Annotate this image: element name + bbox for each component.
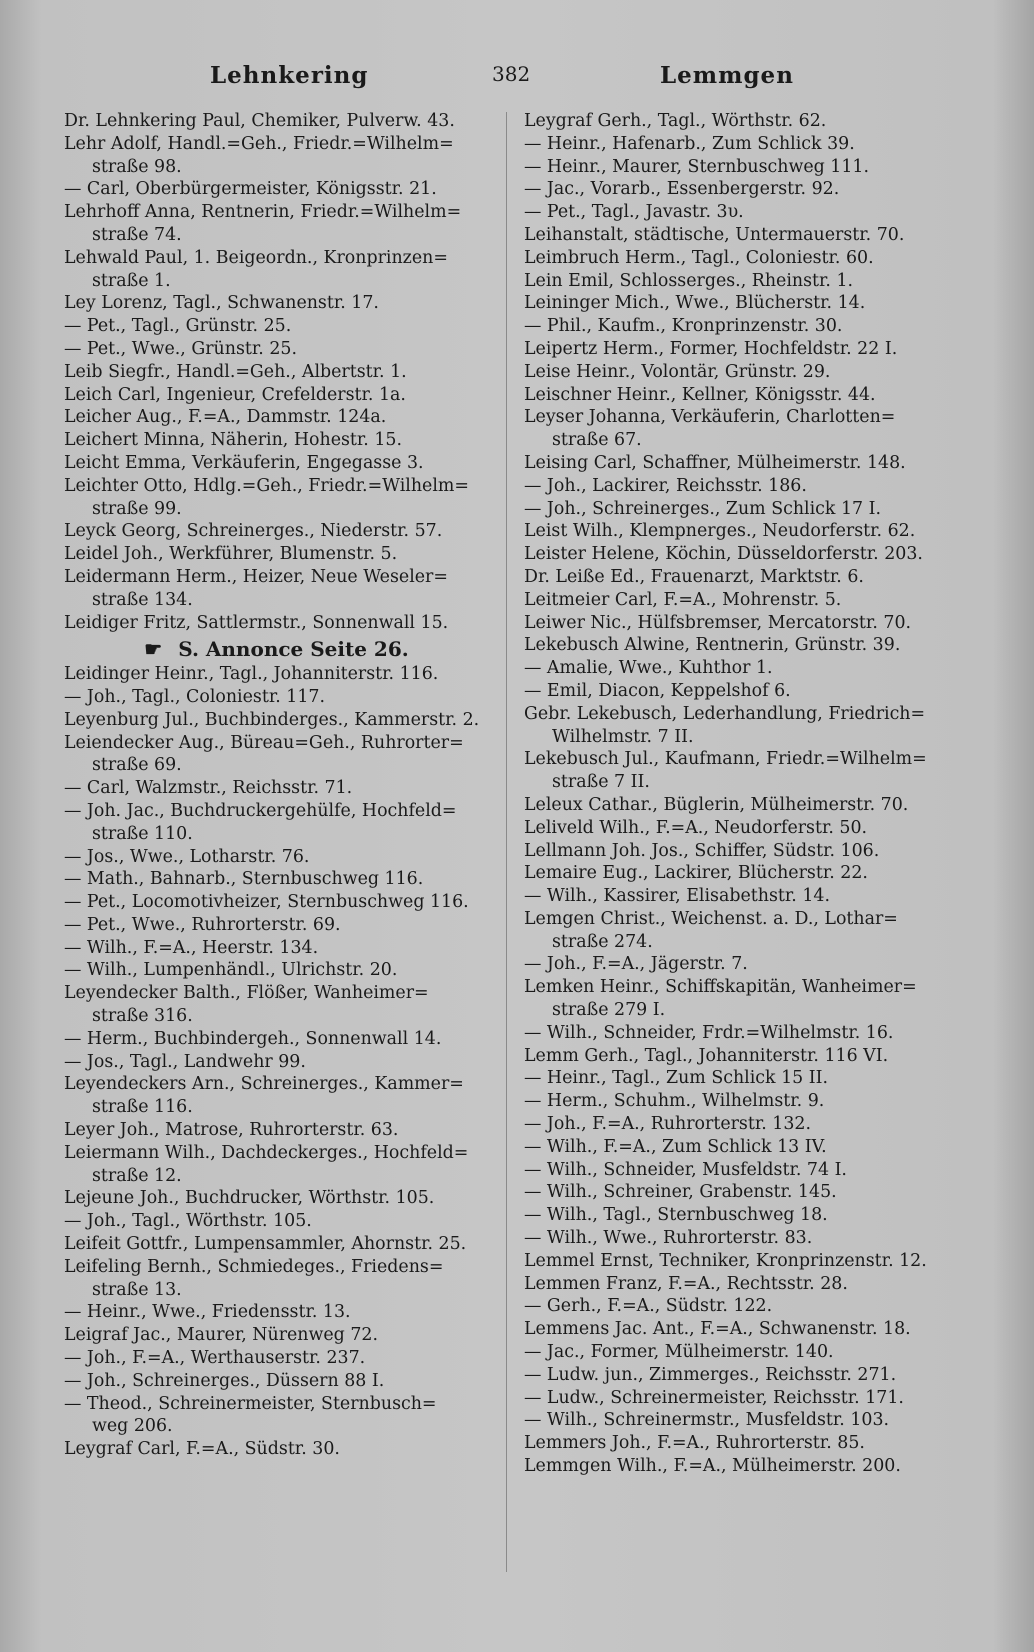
entry-text: — Wilh., Tagl., Sternbuschweg 18. xyxy=(524,1205,828,1226)
entry-text: Leliveld Wilh., F.=A., Neudorferstr. 50. xyxy=(524,817,868,838)
directory-entry xyxy=(524,1022,960,1045)
entry-text: Leiwer Nic., Hülfsbremser, Mercatorstr. 70. xyxy=(524,612,912,633)
directory-entry xyxy=(64,777,489,800)
directory-entry xyxy=(524,840,960,863)
entry-text: — Wilh., Schreiner, Grabenstr. 145. xyxy=(524,1182,837,1203)
entry-text: Lekebusch Alwine, Rentnerin, Grünstr. 39. xyxy=(524,635,901,656)
directory-entry xyxy=(524,680,960,703)
entry-continuation: straße 67. xyxy=(552,430,642,451)
entry-text: Leichter Otto, Hdlg.=Geh., Friedr.=Wilhelm= xyxy=(64,475,469,496)
entry-text: — Wilh., Schreinermstr., Musfeldstr. 103. xyxy=(524,1410,890,1431)
entry-text: Leyer Joh., Matrose, Ruhrorterstr. 63. xyxy=(64,1120,399,1141)
directory-entry xyxy=(524,1387,960,1410)
entry-continuation: straße 279 I. xyxy=(552,1000,666,1021)
directory-entry xyxy=(524,657,960,680)
entry-text: — Pet., Tagl., Javastr. 3υ. xyxy=(524,202,744,223)
directory-entry xyxy=(64,429,489,452)
entry-text: Leifeit Gottfr., Lumpensammler, Ahornstr. 25. xyxy=(64,1234,467,1255)
entry-text: — Wilh., Schneider, Frdr.=Wilhelmstr. 16. xyxy=(524,1022,894,1043)
entry-continuation: straße 134. xyxy=(92,589,193,610)
directory-entry xyxy=(64,1301,489,1324)
left-column xyxy=(64,110,489,1461)
page-number: 382 xyxy=(492,62,531,86)
directory-entry xyxy=(524,520,960,543)
entry-text: Leifeling Bernh., Schmiedeges., Friedens= xyxy=(64,1256,444,1277)
annonce-text: S. Annonce Seite 26. xyxy=(178,637,409,662)
entry-text: — Joh. Jac., Buchdruckergehülfe, Hochfeld= xyxy=(64,800,457,821)
entry-continuation: straße 116. xyxy=(92,1097,193,1118)
entry-text: — Wilh., F.=A., Heerstr. 134. xyxy=(64,937,319,958)
entry-text: Leimbruch Herm., Tagl., Coloniestr. 60. xyxy=(524,247,874,268)
directory-entry xyxy=(524,1250,960,1273)
entry-text: Leischner Heinr., Kellner, Königsstr. 44. xyxy=(524,384,876,405)
directory-entry xyxy=(524,156,960,179)
entry-text: — Math., Bahnarb., Sternbuschweg 116. xyxy=(64,869,424,890)
entry-continuation: Wilhelmstr. 7 II. xyxy=(552,726,694,747)
directory-entry xyxy=(64,292,489,315)
directory-entry xyxy=(524,1181,960,1204)
entry-text: Lehrhoff Anna, Rentnerin, Friedr.=Wilhelm= xyxy=(64,202,462,223)
entry-text: — Joh., Schreinerges., Düssern 88 I. xyxy=(64,1370,385,1391)
directory-entry xyxy=(524,133,960,156)
directory-entry xyxy=(524,703,960,749)
directory-entry xyxy=(524,794,960,817)
directory-entry xyxy=(64,1324,489,1347)
directory-entry xyxy=(524,1159,960,1182)
directory-entry xyxy=(524,885,960,908)
entry-text: — Jac., Vorarb., Essenbergerstr. 92. xyxy=(524,179,840,200)
entry-continuation: straße 316. xyxy=(92,1006,193,1027)
entry-text: Lemmel Ernst, Techniker, Kronprinzenstr. 12. xyxy=(524,1250,927,1271)
directory-entry xyxy=(64,406,489,429)
directory-entry xyxy=(64,475,489,521)
entry-text: — Joh., F.=A., Ruhrorterstr. 132. xyxy=(524,1114,812,1135)
entry-continuation: straße 274. xyxy=(552,931,653,952)
entry-text: Dr. Lehnkering Paul, Chemiker, Pulverw. 43. xyxy=(64,111,455,131)
directory-entry xyxy=(64,201,489,247)
entry-continuation: straße 69. xyxy=(92,755,182,776)
directory-entry xyxy=(524,270,960,293)
entry-text: Leleux Cathar., Büglerin, Mülheimerstr. 70. xyxy=(524,794,909,815)
directory-entry xyxy=(524,1341,960,1364)
entry-text: — Heinr., Maurer, Sternbuschweg 111. xyxy=(524,156,870,177)
directory-entry xyxy=(524,498,960,521)
entry-text: Leichert Minna, Näherin, Hohestr. 15. xyxy=(64,430,403,451)
entry-text: Lemken Heinr., Schiffskapitän, Wanheimer= xyxy=(524,977,917,998)
entry-continuation: straße 12. xyxy=(92,1165,182,1186)
directory-entry xyxy=(524,247,960,270)
directory-entry xyxy=(524,1295,960,1318)
directory-entry xyxy=(64,1438,489,1461)
directory-entry xyxy=(64,709,489,732)
directory-entry xyxy=(64,452,489,475)
directory-entry xyxy=(524,1364,960,1387)
directory-entry xyxy=(524,361,960,384)
directory-entry xyxy=(524,566,960,589)
entry-text: Leicher Aug., F.=A., Dammstr. 124a. xyxy=(64,407,387,428)
entry-text: Lejeune Joh., Buchdrucker, Wörthstr. 105. xyxy=(64,1188,435,1209)
entry-text: Lemmers Joh., F.=A., Ruhrorterstr. 85. xyxy=(524,1433,865,1454)
directory-entry xyxy=(64,520,489,543)
directory-entry xyxy=(524,1273,960,1296)
annonce-reference xyxy=(64,638,489,661)
entry-text: Leyenburg Jul., Buchbinderges., Kammerstr. 2. xyxy=(64,709,480,730)
directory-entry xyxy=(64,384,489,407)
entry-text: — Pet., Wwe., Ruhrorterstr. 69. xyxy=(64,914,341,935)
directory-entry xyxy=(64,133,489,179)
entry-text: Lemaire Eug., Lackirer, Blücherstr. 22. xyxy=(524,863,868,884)
entry-continuation: straße 74. xyxy=(92,224,182,245)
directory-entry xyxy=(64,566,489,612)
entry-text: — Phil., Kaufm., Kronprinzenstr. 30. xyxy=(524,316,843,337)
directory-entry xyxy=(524,338,960,361)
entry-text: — Amalie, Wwe., Kuhthor 1. xyxy=(524,658,773,679)
directory-entry xyxy=(64,1073,489,1119)
entry-text: — Jos., Tagl., Landwehr 99. xyxy=(64,1051,306,1072)
directory-entry xyxy=(64,846,489,869)
directory-entry xyxy=(524,817,960,840)
directory-entry xyxy=(524,178,960,201)
directory-entry xyxy=(64,868,489,891)
entry-continuation: straße 13. xyxy=(92,1279,182,1300)
right-column xyxy=(524,110,960,1478)
entry-text: — Joh., Lackirer, Reichsstr. 186. xyxy=(524,475,807,496)
entry-text: — Wilh., Kassirer, Elisabethstr. 14. xyxy=(524,886,830,907)
directory-entry xyxy=(64,891,489,914)
entry-text: Leise Heinr., Volontär, Grünstr. 29. xyxy=(524,361,831,382)
directory-entry xyxy=(524,1045,960,1068)
directory-entry xyxy=(64,937,489,960)
directory-entry xyxy=(524,976,960,1022)
entry-text: — Pet., Wwe., Grünstr. 25. xyxy=(64,338,297,359)
entry-text: Leygraf Carl, F.=A., Südstr. 30. xyxy=(64,1439,340,1460)
entry-text: Dr. Leiße Ed., Frauenarzt, Marktstr. 6. xyxy=(524,566,864,587)
directory-entry xyxy=(64,110,489,133)
directory-entry xyxy=(64,247,489,293)
directory-entry xyxy=(64,1370,489,1393)
entry-text: — Ludw. jun., Zimmerges., Reichsstr. 271. xyxy=(524,1364,897,1385)
directory-entry xyxy=(64,959,489,982)
entry-text: Leygraf Gerh., Tagl., Wörthstr. 62. xyxy=(524,111,827,131)
directory-entry xyxy=(64,663,489,686)
entry-text: — Ludw., Schreinermeister, Reichsstr. 171. xyxy=(524,1387,904,1408)
entry-text: Leiermann Wilh., Dachdeckerges., Hochfeld= xyxy=(64,1142,469,1163)
directory-entry xyxy=(64,1210,489,1233)
entry-text: — Pet., Locomotivheizer, Sternbuschweg 116. xyxy=(64,892,469,913)
directory-entry xyxy=(64,178,489,201)
directory-entry xyxy=(64,1028,489,1051)
entry-text: — Wilh., Wwe., Ruhrorterstr. 83. xyxy=(524,1228,813,1249)
entry-text: Leidermann Herm., Heizer, Neue Weseler= xyxy=(64,566,448,587)
directory-entry xyxy=(64,1393,489,1439)
entry-text: — Joh., Tagl., Coloniestr. 117. xyxy=(64,686,325,707)
directory-entry xyxy=(64,982,489,1028)
entry-text: — Joh., F.=A., Jägerstr. 7. xyxy=(524,954,748,975)
entry-text: Lemm Gerh., Tagl., Johanniterstr. 116 VI. xyxy=(524,1045,889,1066)
directory-entry xyxy=(64,1256,489,1302)
directory-entry xyxy=(524,1090,960,1113)
directory-entry xyxy=(64,338,489,361)
entry-text: Lemmens Jac. Ant., F.=A., Schwanenstr. 18. xyxy=(524,1319,911,1340)
directory-entry xyxy=(64,1233,489,1256)
entry-text: Leist Wilh., Klempnerges., Neudorferstr. 62. xyxy=(524,521,916,542)
directory-entry xyxy=(64,1051,489,1074)
directory-entry xyxy=(524,862,960,885)
directory-entry xyxy=(524,110,960,133)
directory-entry xyxy=(64,1347,489,1370)
directory-entry xyxy=(64,914,489,937)
header-right-keyword: Lemmgen xyxy=(660,62,794,89)
directory-entry xyxy=(524,1318,960,1341)
directory-entry xyxy=(524,1113,960,1136)
directory-entry xyxy=(524,612,960,635)
entry-text: — Heinr., Tagl., Zum Schlick 15 II. xyxy=(524,1068,829,1089)
entry-text: — Gerh., F.=A., Südstr. 122. xyxy=(524,1296,773,1317)
entry-text: — Emil, Diacon, Keppelshof 6. xyxy=(524,680,791,701)
header-left-keyword: Lehnkering xyxy=(210,62,369,89)
directory-entry xyxy=(524,1204,960,1227)
entry-text: Lemgen Christ., Weichenst. a. D., Lothar= xyxy=(524,908,898,929)
entry-text: — Heinr., Wwe., Friedensstr. 13. xyxy=(64,1302,351,1323)
entry-text: — Carl, Oberbürgermeister, Königsstr. 21. xyxy=(64,179,437,200)
directory-entry xyxy=(524,1409,960,1432)
entry-text: Leininger Mich., Wwe., Blücherstr. 14. xyxy=(524,293,866,314)
entry-text: Leiendecker Aug., Büreau=Geh., Ruhrorter= xyxy=(64,732,464,753)
entry-text: Leipertz Herm., Former, Hochfeldstr. 22 I. xyxy=(524,338,898,359)
entry-text: Leitmeier Carl, F.=A., Mohrenstr. 5. xyxy=(524,589,842,610)
entry-text: Leyck Georg, Schreinerges., Niederstr. 57. xyxy=(64,521,443,542)
directory-entry xyxy=(524,406,960,452)
entry-text: Lehwald Paul, 1. Beigeordn., Kronprinzen= xyxy=(64,247,448,268)
page-header xyxy=(60,62,960,96)
entry-text: — Joh., Tagl., Wörthstr. 105. xyxy=(64,1211,312,1232)
pointing-hand-icon: ☛ xyxy=(144,637,163,662)
directory-entry xyxy=(524,1432,960,1455)
entry-text: Leidel Joh., Werkführer, Blumenstr. 5. xyxy=(64,544,398,565)
directory-entry xyxy=(524,1227,960,1250)
directory-entry xyxy=(64,361,489,384)
entry-text: — Carl, Walzmstr., Reichsstr. 71. xyxy=(64,778,353,799)
entry-text: Gebr. Lekebusch, Lederhandlung, Friedrich= xyxy=(524,703,926,724)
entry-text: — Wilh., F.=A., Zum Schlick 13 IV. xyxy=(524,1136,827,1157)
entry-text: Lemmgen Wilh., F.=A., Mülheimerstr. 200. xyxy=(524,1456,901,1477)
entry-continuation: straße 110. xyxy=(92,823,193,844)
entry-text: Leising Carl, Schaffner, Mülheimerstr. 148. xyxy=(524,452,906,473)
directory-entry xyxy=(64,732,489,778)
directory-entry xyxy=(64,800,489,846)
entry-text: — Wilh., Lumpenhändl., Ulrichstr. 20. xyxy=(64,960,398,981)
entry-continuation: straße 1. xyxy=(92,270,171,291)
directory-entry xyxy=(524,315,960,338)
entry-text: — Theod., Schreinermeister, Sternbusch= xyxy=(64,1393,437,1414)
directory-entry xyxy=(524,953,960,976)
directory-entry xyxy=(64,1119,489,1142)
entry-text: Leicht Emma, Verkäuferin, Engegasse 3. xyxy=(64,452,424,473)
directory-entry xyxy=(64,1187,489,1210)
entry-text: Leidinger Heinr., Tagl., Johanniterstr. 116. xyxy=(64,664,439,685)
directory-entry xyxy=(524,634,960,657)
directory-entry xyxy=(524,1455,960,1478)
entry-continuation: weg 206. xyxy=(92,1416,173,1437)
entry-text: Lemmen Franz, F.=A., Rechtsstr. 28. xyxy=(524,1273,848,1294)
directory-entry xyxy=(524,384,960,407)
directory-entry xyxy=(524,292,960,315)
entry-text: Leidiger Fritz, Sattlermstr., Sonnenwall 15. xyxy=(64,612,449,633)
directory-entry xyxy=(524,543,960,566)
directory-entry xyxy=(64,1142,489,1188)
entry-text: Ley Lorenz, Tagl., Schwanenstr. 17. xyxy=(64,293,379,314)
entry-text: Leyendeckers Arn., Schreinerges., Kammer= xyxy=(64,1074,464,1095)
entry-text: Lehr Adolf, Handl.=Geh., Friedr.=Wilhelm= xyxy=(64,133,454,154)
directory-entry xyxy=(524,224,960,247)
entry-text: — Herm., Buchbindergeh., Sonnenwall 14. xyxy=(64,1028,442,1049)
entry-text: — Jos., Wwe., Lotharstr. 76. xyxy=(64,846,310,867)
entry-text: Lellmann Joh. Jos., Schiffer, Südstr. 106. xyxy=(524,840,880,861)
directory-entry xyxy=(524,589,960,612)
entry-text: Lekebusch Jul., Kaufmann, Friedr.=Wilhelm= xyxy=(524,749,927,770)
directory-entry xyxy=(524,1136,960,1159)
entry-continuation: straße 7 II. xyxy=(552,772,650,793)
entry-continuation: straße 98. xyxy=(92,156,182,177)
entry-text: — Joh., Schreinerges., Zum Schlick 17 I. xyxy=(524,498,882,519)
entry-text: Leyser Johanna, Verkäuferin, Charlotten= xyxy=(524,407,896,428)
directory-entry xyxy=(64,543,489,566)
entry-text: Leyendecker Balth., Flößer, Wanheimer= xyxy=(64,983,429,1004)
entry-text: Leib Siegfr., Handl.=Geh., Albertstr. 1. xyxy=(64,361,407,382)
entry-text: Lein Emil, Schlosserges., Rheinstr. 1. xyxy=(524,270,854,291)
entry-text: Leihanstalt, städtische, Untermauerstr. 70. xyxy=(524,224,905,245)
directory-entry xyxy=(524,748,960,794)
entry-text: — Jac., Former, Mülheimerstr. 140. xyxy=(524,1342,834,1363)
entry-text: — Joh., F.=A., Werthauserstr. 237. xyxy=(64,1348,366,1369)
entry-text: Leigraf Jac., Maurer, Nürenweg 72. xyxy=(64,1325,378,1346)
directory-entry xyxy=(64,315,489,338)
directory-entry xyxy=(524,908,960,954)
entry-text: — Heinr., Hafenarb., Zum Schlick 39. xyxy=(524,133,855,154)
entry-continuation: straße 99. xyxy=(92,498,182,519)
directory-entry xyxy=(524,201,960,224)
directory-entry xyxy=(524,452,960,475)
entry-text: Leister Helene, Köchin, Düsseldorferstr. 203. xyxy=(524,544,923,565)
column-divider xyxy=(506,112,507,1572)
entry-text: Leich Carl, Ingenieur, Crefelderstr. 1a. xyxy=(64,384,406,405)
entry-text: — Pet., Tagl., Grünstr. 25. xyxy=(64,316,292,337)
entry-text: — Herm., Schuhm., Wilhelmstr. 9. xyxy=(524,1091,825,1112)
entry-text: — Wilh., Schneider, Musfeldstr. 74 I. xyxy=(524,1159,847,1180)
directory-entry xyxy=(524,1067,960,1090)
directory-entry xyxy=(64,686,489,709)
directory-entry xyxy=(524,475,960,498)
directory-entry xyxy=(64,612,489,635)
